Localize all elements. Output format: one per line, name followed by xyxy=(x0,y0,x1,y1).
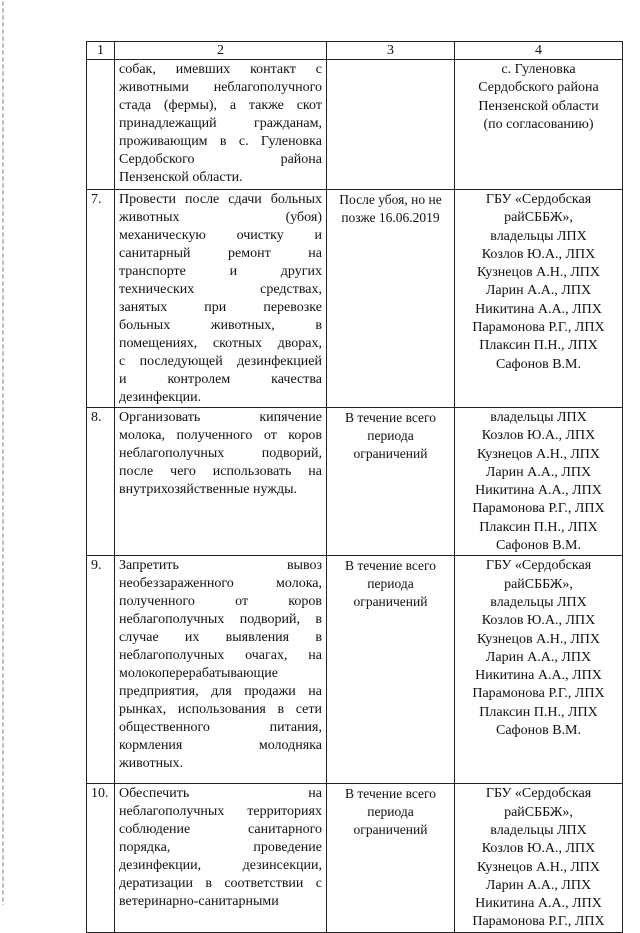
description-line: порядка, проведение xyxy=(119,840,322,856)
table-row xyxy=(87,408,623,556)
responsible-line: Козлов Ю.А., ЛПХ xyxy=(481,613,596,629)
description-line: помещениях, скотных дворах, xyxy=(119,336,322,351)
responsible-line: владельцы ЛПХ xyxy=(490,594,587,610)
description-line: случае их выявления в xyxy=(119,630,322,646)
responsible-line: Пензенской области xyxy=(478,98,599,114)
responsible-line: Кузнецов А.Н., ЛПХ xyxy=(476,446,601,462)
responsible-line: Козлов Ю.А., ЛПХ xyxy=(481,841,596,857)
responsible-parties xyxy=(455,556,623,784)
row-number: 7. xyxy=(87,190,115,408)
responsible-parties xyxy=(455,784,623,932)
responsible-line: Парамонова Р.Г., ЛПХ xyxy=(472,501,605,517)
header-cell-3: 3 xyxy=(327,42,455,60)
responsible-line: Ларин А.А., ЛПХ xyxy=(485,649,592,665)
responsible-line: ГБУ «Сердобская xyxy=(485,558,592,574)
responsible-line: Кузнецов А.Н., ЛПХ xyxy=(476,631,601,647)
description-line: общественного питания, xyxy=(119,720,322,736)
measure-term: В течение всего периода ограничений xyxy=(327,408,455,556)
measures-table xyxy=(86,41,623,933)
description-line: Обеспечить на xyxy=(119,786,322,802)
description-line: необеззараженного молока, xyxy=(119,576,322,592)
measure-description xyxy=(115,60,327,190)
description-line: дезинфекции. xyxy=(119,390,202,405)
row-number: 9. xyxy=(87,556,115,784)
description-line: молока, полученного от коров xyxy=(119,428,322,443)
responsible-line: райСББЖ», xyxy=(504,576,573,592)
responsible-line: Никитина А.А., ЛПХ xyxy=(475,301,602,317)
description-line: Сердобского района xyxy=(119,152,322,167)
responsible-line: владельцы ЛПХ xyxy=(490,410,587,425)
responsible-line: Ларин А.А., ЛПХ xyxy=(485,464,592,480)
description-line: занятых при перевозке xyxy=(119,300,322,315)
description-line: животными неблагополучного xyxy=(119,80,322,95)
description-line: неблагополучных территориях xyxy=(119,804,322,820)
measure-description xyxy=(115,556,327,784)
header-cell-4: 4 xyxy=(455,42,623,60)
row-number: 10. xyxy=(87,784,115,932)
description-line: дератизации в соответствии с xyxy=(119,876,322,892)
responsible-line: ГБУ «Сердобская xyxy=(485,192,592,207)
responsible-line: Ларин А.А., ЛПХ xyxy=(485,877,592,893)
responsible-line: райСББЖ», xyxy=(504,210,573,226)
responsible-line: Сафонов В.М. xyxy=(495,538,581,554)
responsible-line: Кузнецов А.Н., ЛПХ xyxy=(476,859,601,875)
description-line: предприятия, для продажи на xyxy=(119,684,322,700)
responsible-line: Плаксин П.Н., ЛПХ xyxy=(479,704,598,720)
responsible-line: Козлов Ю.А., ЛПХ xyxy=(481,428,596,444)
description-line: соблюдение санитарного xyxy=(119,822,322,838)
responsible-line: Плаксин П.Н., ЛПХ xyxy=(479,519,598,535)
responsible-line: Сафонов В.М. xyxy=(495,723,581,739)
responsible-line: Никитина А.А., ЛПХ xyxy=(475,483,602,499)
responsible-line: Парамонова Р.Г., ЛПХ xyxy=(472,686,605,702)
description-line: механическую очистку и xyxy=(119,228,322,243)
description-line: больных животных, в xyxy=(119,318,322,333)
description-line: неблагополучных очагах, на xyxy=(119,648,322,664)
measure-description xyxy=(115,784,327,932)
description-line: технических средствах, xyxy=(119,282,322,297)
responsible-line: владельцы ЛПХ xyxy=(490,228,587,244)
description-line: кормления молодняка xyxy=(119,738,322,754)
description-line: стада (фермы), а также скот xyxy=(119,98,322,113)
description-line: дезинфекции, дезинсекции, xyxy=(119,858,322,874)
description-line: принадлежащий гражданам, xyxy=(119,116,322,131)
description-line: транспорте и других xyxy=(119,264,322,279)
responsible-line: Парамонова Р.Г., ЛПХ xyxy=(472,914,605,930)
responsible-line: Никитина А.А., ЛПХ xyxy=(475,896,602,912)
description-line: молокоперерабатывающие xyxy=(119,666,278,682)
description-line: животных (убоя) xyxy=(119,210,322,225)
description-line: Пензенской области. xyxy=(119,170,243,185)
table-row xyxy=(87,556,623,784)
responsible-line: владельцы ЛПХ xyxy=(490,822,587,838)
responsible-line: Козлов Ю.А., ЛПХ xyxy=(481,246,596,262)
responsible-line: Ларин А.А., ЛПХ xyxy=(485,283,592,299)
description-line: полученного от коров xyxy=(119,594,322,610)
responsible-line: райСББЖ», xyxy=(504,804,573,820)
responsible-line: Парамонова Р.Г., ЛПХ xyxy=(472,320,605,336)
scan-edge-dots xyxy=(2,0,4,905)
description-line: Организовать кипячение xyxy=(119,410,322,425)
responsible-parties xyxy=(455,408,623,556)
responsible-line: (по согласованию) xyxy=(483,116,594,132)
description-line: неблагополучных подворий, в xyxy=(119,612,322,628)
description-line: животных. xyxy=(119,756,184,772)
description-line: неблагополучных подворий, xyxy=(119,446,322,461)
table-row xyxy=(87,190,623,408)
responsible-line: Плаксин П.Н., ЛПХ xyxy=(479,338,598,354)
description-line: внутрихозяйственные нужды. xyxy=(119,482,298,497)
responsible-line: Никитина А.А., ЛПХ xyxy=(475,668,602,684)
measure-description xyxy=(115,408,327,556)
description-line: Запретить вывоз xyxy=(119,558,322,574)
description-line: собак, имевших контакт с xyxy=(119,62,322,77)
description-line: рынках, использования в сети xyxy=(119,702,322,718)
responsible-line: Кузнецов А.Н., ЛПХ xyxy=(476,265,601,281)
measure-term xyxy=(327,60,455,190)
description-line: ветеринарно-санитарными xyxy=(119,894,279,910)
responsible-line: Сафонов В.М. xyxy=(495,356,581,372)
row-number: 8. xyxy=(87,408,115,556)
description-line: с последующей дезинфекцией xyxy=(119,354,322,369)
description-line: санитарный ремонт на xyxy=(119,246,322,261)
description-line: Провести после сдачи больных xyxy=(119,192,322,207)
description-line: после чего использовать на xyxy=(119,464,322,479)
header-cell-2: 2 xyxy=(115,42,327,60)
responsible-line: с. Гуленовка xyxy=(501,62,576,77)
responsible-parties xyxy=(455,60,623,190)
responsible-line: Сердобского района xyxy=(478,80,599,96)
description-line: и контролем качества xyxy=(119,372,322,387)
responsible-line: ГБУ «Сердобская xyxy=(485,786,592,802)
row-number xyxy=(87,60,115,190)
table-row xyxy=(87,60,623,190)
table-header-row xyxy=(87,42,623,60)
header-cell-1: 1 xyxy=(87,42,115,60)
measure-term: После убоя, но не позже 16.06.2019 xyxy=(327,190,455,408)
table-row xyxy=(87,784,623,932)
responsible-parties xyxy=(455,190,623,408)
description-line: проживающим в с. Гуленовка xyxy=(119,134,322,149)
measure-description xyxy=(115,190,327,408)
measure-term: В течение всего периода ограничений xyxy=(327,784,455,932)
measure-term: В течение всего периода ограничений xyxy=(327,556,455,784)
